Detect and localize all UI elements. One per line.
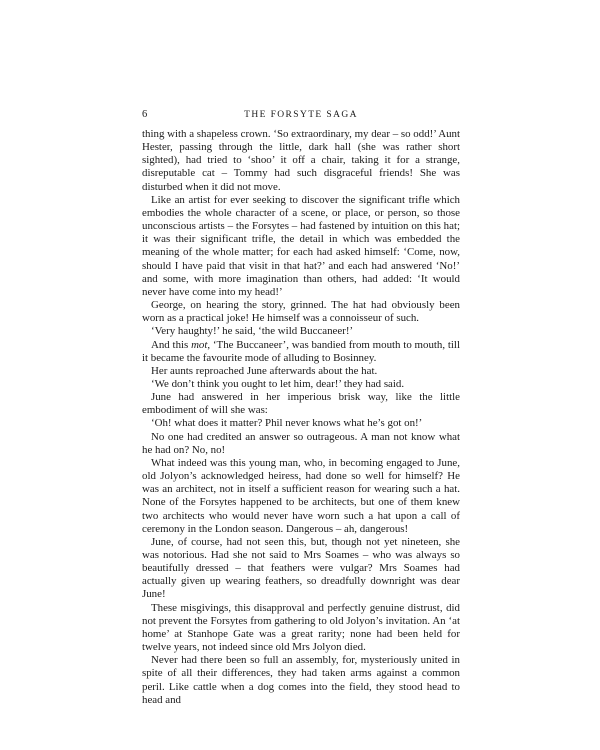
- running-title: THE FORSYTE SAGA: [244, 110, 358, 120]
- paragraph: Her aunts reproached June afterwards about the hat.: [151, 364, 378, 377]
- paragraph: ‘Very haughty!’ he said, ‘the wild Buccaneer!’: [151, 325, 354, 338]
- paragraph: thing with a shapeless crown. ‘So extraordinary, my dear – so odd!’ Aunt Hester, passing through the little, dark hall (she was rather short sighted), had tried to ‘shoo’ it off a chair, taking it for a strange, disreputable cat – Tommy had such disgraceful friends! She was disturbed when it did not move.: [142, 128, 460, 193]
- running-head: [142, 108, 460, 122]
- paragraph: ‘We don’t think you ought to let him, dear!’ they had said.: [151, 377, 405, 390]
- paragraph: What indeed was this young man, who, in becoming engaged to June, old Jolyon’s acknowledged heiress, had done so well for himself? He was an architect, not in itself a sufficient reason for wearing such a hat. None of the Forsytes happened to be architects, but one of them knew two architects who would never have worn such a hat upon a call of ceremony in the London season. Dangerous – ah, dangerous!: [142, 456, 460, 535]
- paragraph: Never had there been so full an assembly, for, mysteriously united in spite of all their differences, they had taken arms against a common peril. Like cattle when a dog comes into the field, they stood head to head and: [142, 654, 460, 706]
- paragraph: George, on hearing the story, grinned. The hat had obviously been worn as a practical joke! He himself was a connoisseur of such.: [142, 299, 460, 325]
- paragraph: June had answered in her imperious brisk way, like the little embodiment of will she was:: [142, 391, 460, 417]
- italic-word: mot: [191, 338, 208, 351]
- paragraph: No one had credited an answer so outrageous. A man not know what he had on? No, no!: [142, 430, 460, 456]
- body-text: [142, 128, 460, 707]
- paragraph: ‘Oh! what does it matter? Phil never knows what he’s got on!’: [151, 417, 423, 430]
- paragraph: These misgivings, this disapproval and perfectly genuine distrust, did not prevent the Forsytes from gathering to old Jolyon’s invitation. An ‘at home’ at Stanhope Gate was a great rarity; none had been held for twelve years, not indeed since old Mrs Jolyon died.: [142, 601, 460, 654]
- paragraph: Like an artist for ever seeking to discover the significant trifle which embodies the whole character of a scene, or place, or person, so those unconscious artists – the Forsytes – had fastened by intuition on this hat; it was their significant trifle, the detail in which was embedded the meaning of the whole matter; for each had asked himself: ‘Come, now, should I have paid that visit in that hat?’ and each had answered ‘No!’ and some, with more imagination than others, had added: ‘It would never have come into my head!’: [142, 193, 460, 298]
- page-number: 6: [142, 109, 148, 120]
- paragraph: June, of course, had not seen this, but, though not yet nineteen, she was notorious. Had she not said to Mrs Soames – who was always so beautifully dressed – that feathers were vulgar? Mrs Soames had actually given up wearing feathers, so dreadfully downright was dear June!: [142, 535, 460, 601]
- paragraph: And this mot, ‘The Buccaneer’, was bandied from mouth to mouth, till it became the favourite mode of alluding to Bosinney.: [142, 338, 460, 364]
